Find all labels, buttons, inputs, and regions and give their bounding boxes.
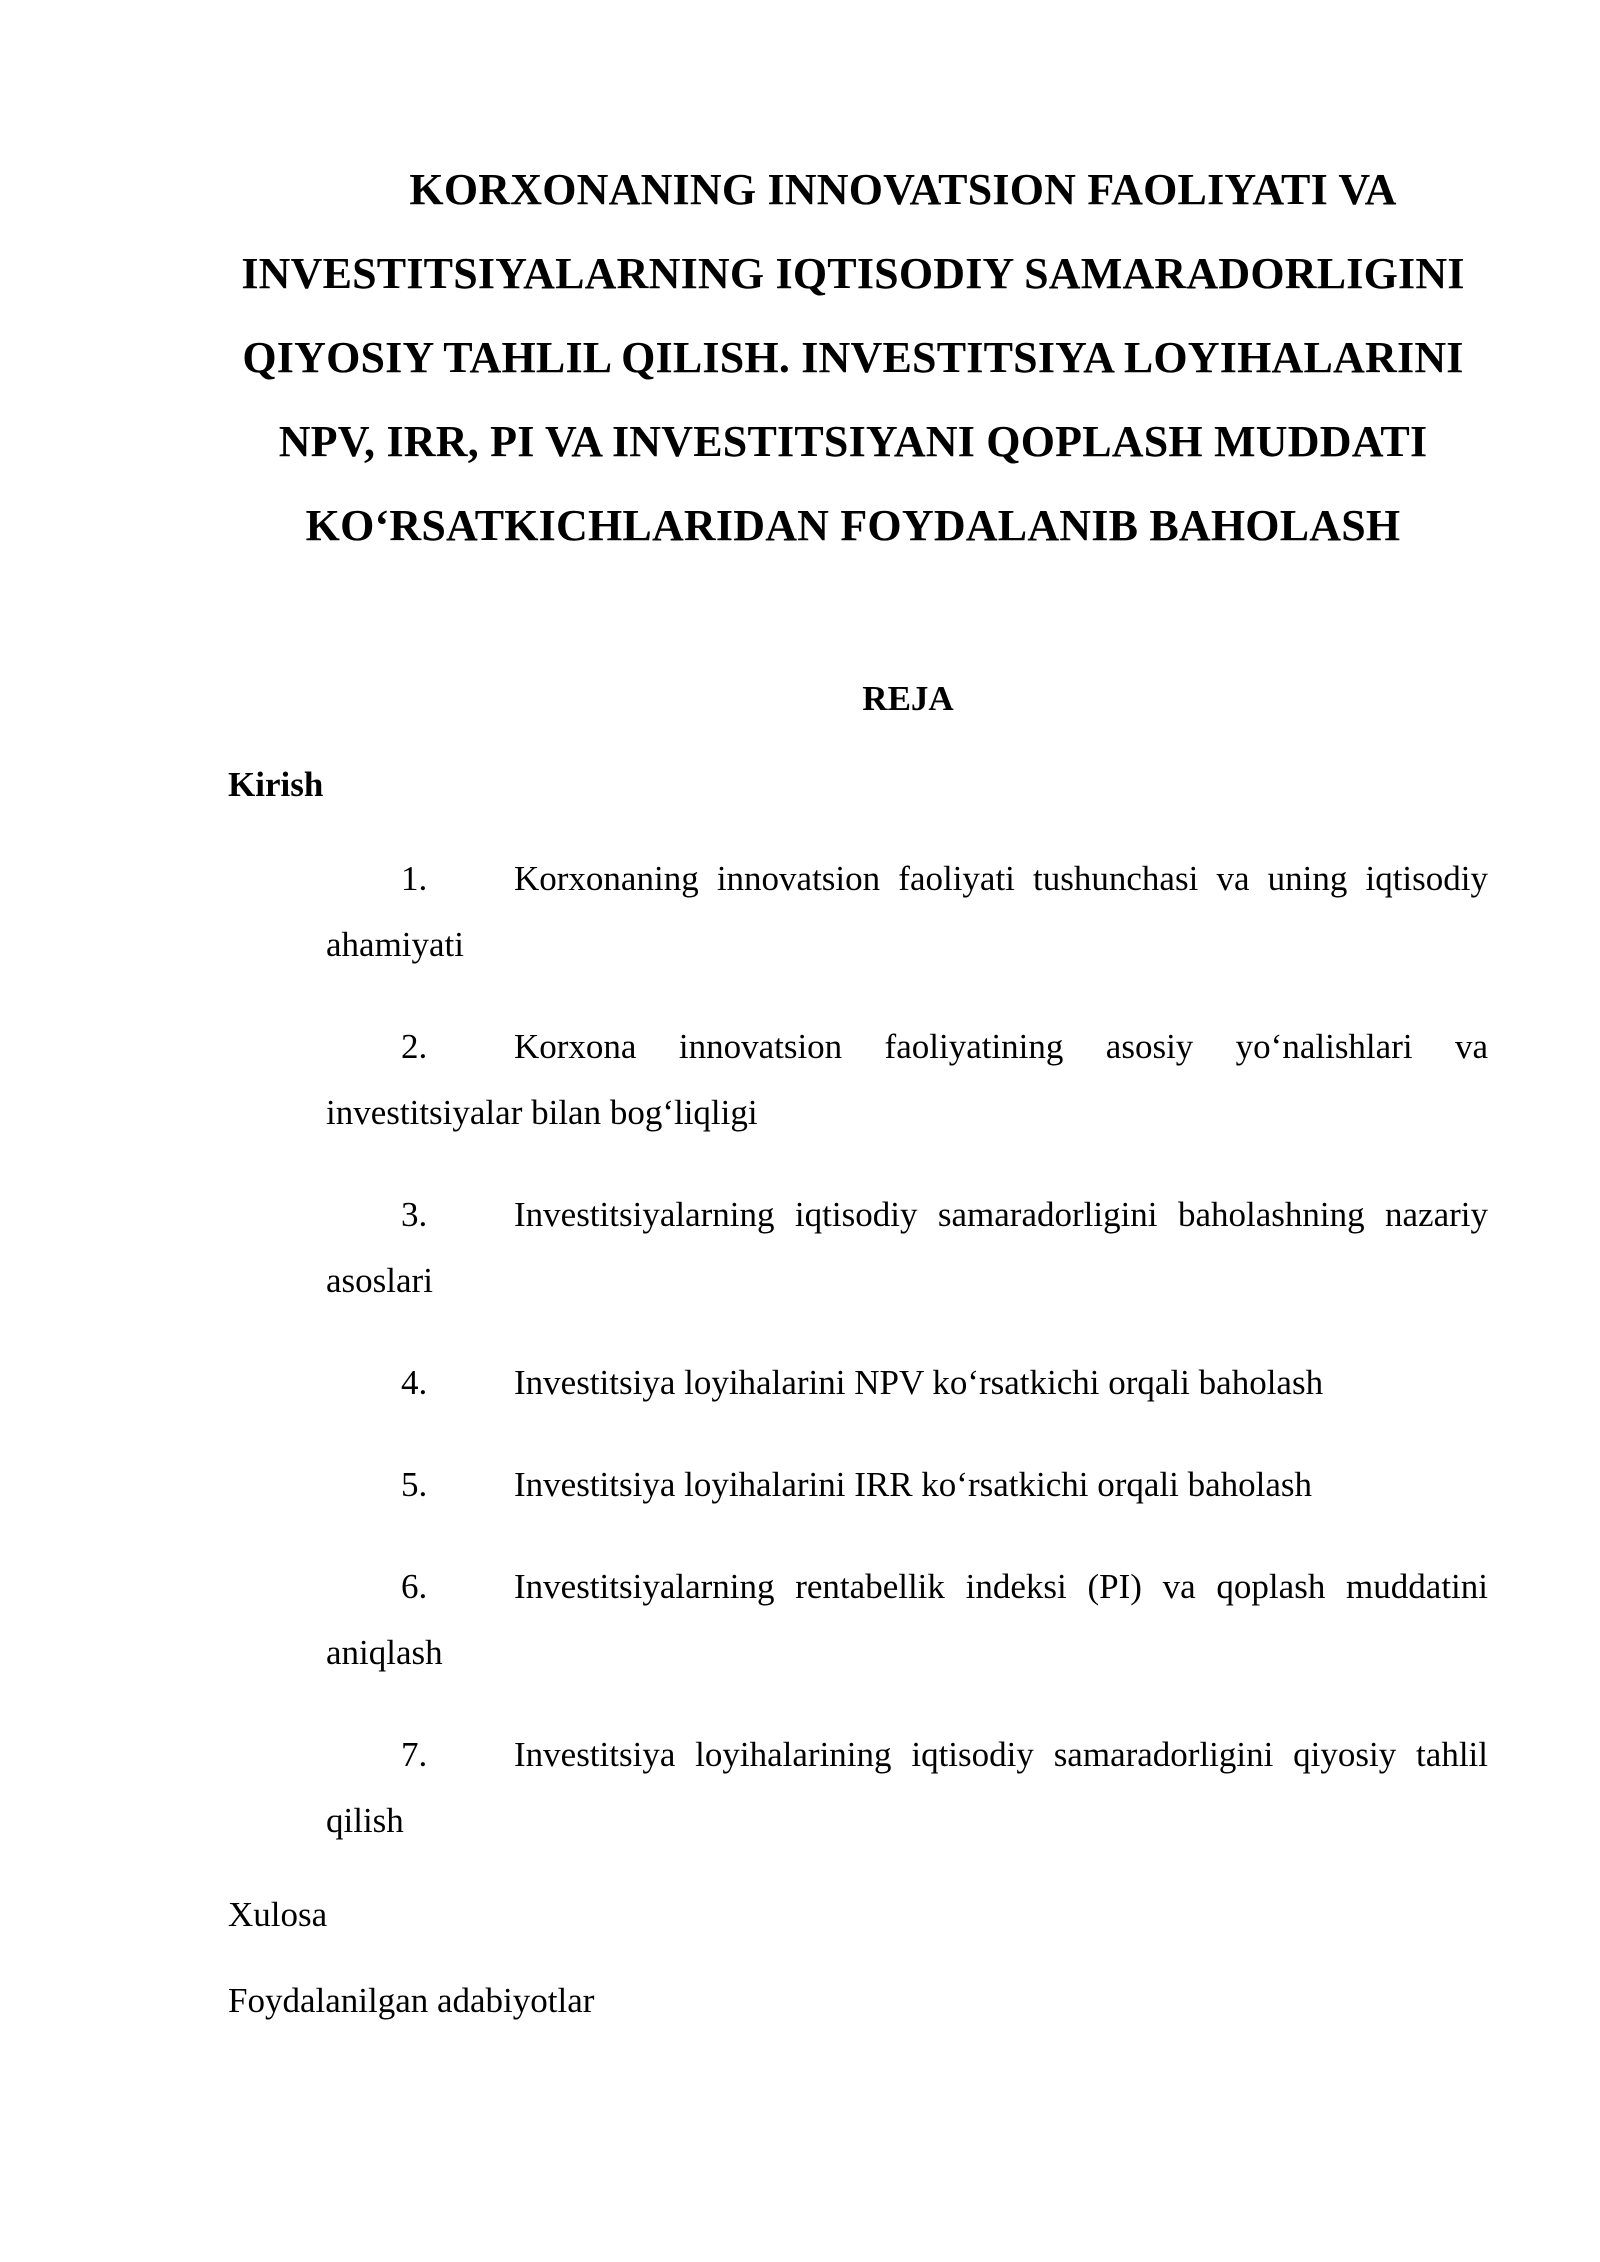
plan-item-text: Investitsiya loyihalarini IRR koʻrsatkichi orqali baholash — [514, 1465, 1313, 1504]
plan-item-text: Investitsiya loyihalarining iqtisodiy samaradorligini qiyosiy tahlil qilish — [326, 1735, 1488, 1840]
plan-item-2 — [326, 1014, 1488, 1146]
plan-item-6 — [326, 1554, 1488, 1686]
document-title: KORXONANING INNOVATSION FAOLIYATI VA INVESTITSIYALARNING IQTISODIY SAMARADORLIGINI QIYOSIY TAHLIL QILISH. INVESTITSIYA LOYIHALARINI NPV, IRR, PI VA INVESTITSIYANI QOPLASH MUDDATI KOʻRSATKICHLARIDAN FOYDALANIB BAHOLASH — [241, 165, 1465, 550]
plan-item-number: 6. — [401, 1567, 428, 1606]
plan-item-text: Korxonaning innovatsion faoliyati tushunchasi va uning iqtisodiy ahamiyati — [326, 859, 1488, 964]
plan-item-number: 5. — [401, 1465, 428, 1504]
plan-item-7 — [326, 1722, 1488, 1854]
plan-item-number: 1. — [401, 859, 428, 898]
introduction-label: Kirish — [228, 765, 324, 804]
plan-item-text: Investitsiya loyihalarini NPV koʻrsatkichi orqali baholash — [514, 1363, 1324, 1402]
plan-item-number: 7. — [401, 1735, 428, 1774]
plan-item-4 — [326, 1350, 1488, 1416]
plan-item-text: Korxona innovatsion faoliyatining asosiy yoʻnalishlari va investitsiyalar bilan bogʻliqligi — [326, 1027, 1488, 1132]
plan-heading: REJA — [862, 679, 954, 718]
plan-item-text: Investitsiyalarning iqtisodiy samaradorligini baholashning nazariy asoslari — [326, 1195, 1488, 1300]
references-label: Foydalanilgan adabiyotlar — [228, 1981, 595, 2020]
plan-item-text: Investitsiyalarning rentabellik indeksi (PI) va qoplash muddatini aniqlash — [326, 1567, 1488, 1672]
plan-list — [228, 846, 1488, 1854]
plan-item-number: 2. — [401, 1027, 428, 1066]
plan-item-3 — [326, 1182, 1488, 1314]
plan-section — [228, 760, 1488, 2026]
plan-item-5 — [326, 1452, 1488, 1518]
plan-item-number: 4. — [401, 1363, 428, 1402]
conclusion-label: Xulosa — [228, 1895, 328, 1934]
plan-item-number: 3. — [401, 1195, 428, 1234]
plan-item-1 — [326, 846, 1488, 978]
